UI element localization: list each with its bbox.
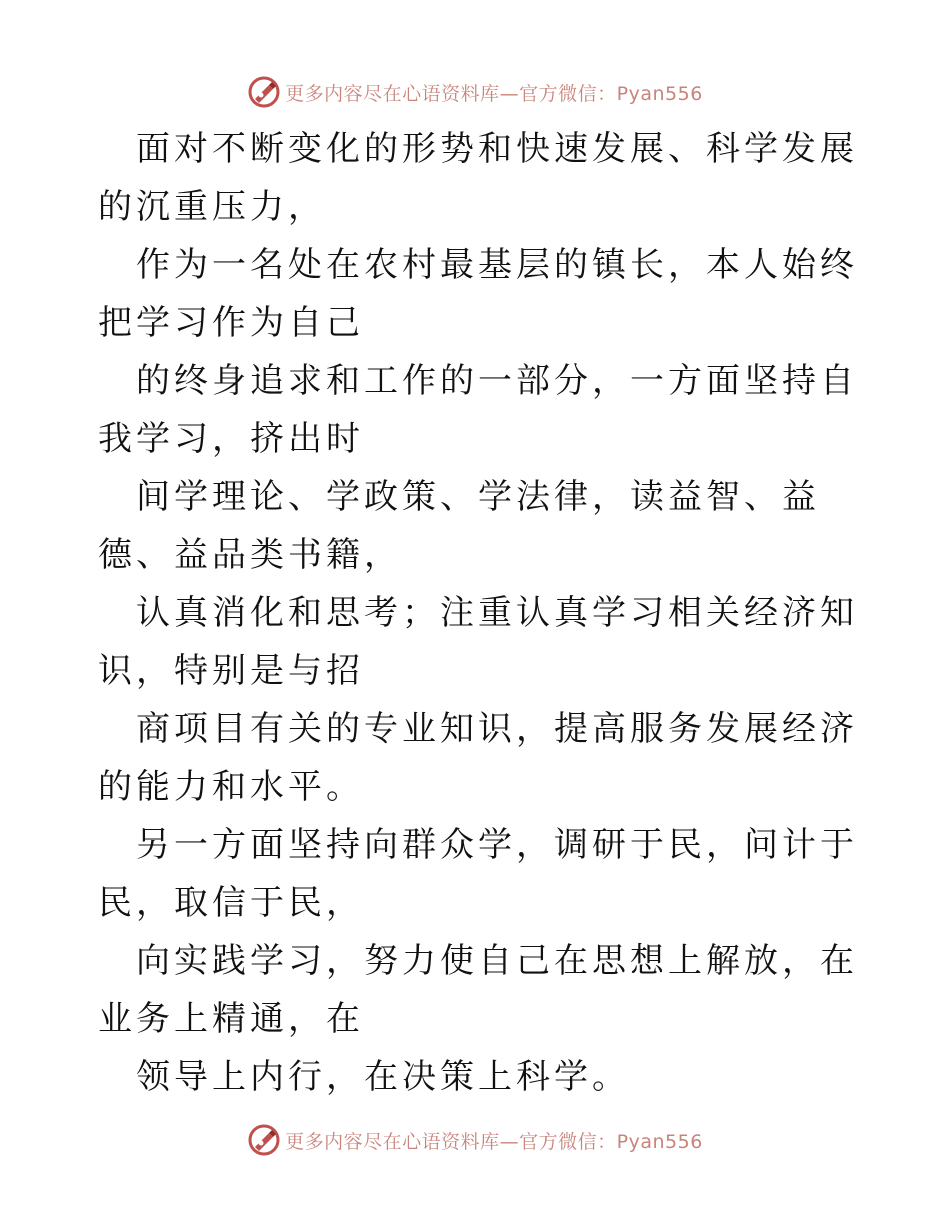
paragraph-5: 认真消化和思考；注重认真学习相关经济知识，特别是与招	[98, 593, 858, 691]
paragraph-4: 间学理论、学政策、学法律，读益智、益德、益品类书籍，	[98, 477, 820, 575]
paragraph-3: 的终身追求和工作的一部分，一方面坚持自我学习，挤出时	[98, 361, 858, 459]
pen-logo-icon	[247, 1123, 281, 1157]
paragraph-8: 向实践学习，努力使自己在思想上解放，在业务上精通，在	[98, 941, 858, 1039]
footer-watermark-banner	[0, 1120, 950, 1160]
paragraph-6: 商项目有关的专业知识，提高服务发展经济的能力和水平。	[98, 709, 858, 807]
pen-logo-icon	[247, 75, 281, 109]
paragraph-1: 面对不断变化的形势和快速发展、科学发展的沉重压力，	[98, 129, 858, 227]
paragraph-9: 领导上内行，在决策上科学。	[136, 1057, 630, 1097]
header-banner-text: 更多内容尽在心语资料库—官方微信：Pyan556	[285, 82, 703, 105]
footer-banner-text: 更多内容尽在心语资料库—官方微信：Pyan556	[285, 1130, 703, 1153]
document-body	[98, 120, 858, 1106]
paragraph-2: 作为一名处在农村最基层的镇长，本人始终把学习作为自己	[98, 245, 858, 343]
header-watermark-banner	[0, 72, 950, 112]
paragraph-7: 另一方面坚持向群众学，调研于民，问计于民，取信于民，	[98, 825, 858, 923]
